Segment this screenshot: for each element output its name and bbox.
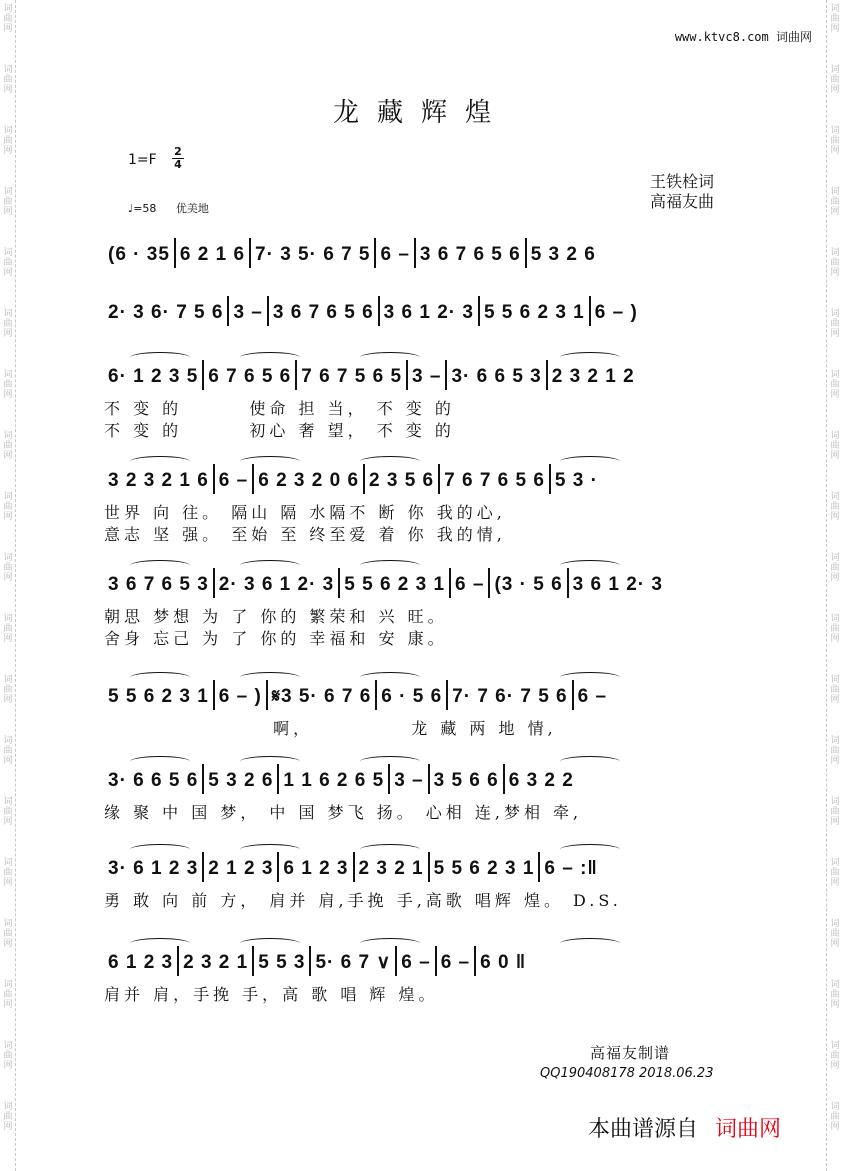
slur-mark bbox=[360, 938, 420, 949]
watermark-text: 词 曲 网 bbox=[830, 797, 840, 827]
measure: 6 7 6 5 6 bbox=[208, 366, 292, 388]
time-bottom: 4 bbox=[174, 158, 182, 171]
measure: (3 · 5 6 bbox=[494, 574, 563, 596]
watermark-text: 词 曲 网 bbox=[830, 1102, 840, 1132]
bar-line bbox=[353, 852, 355, 882]
watermark-text: 词 曲 网 bbox=[830, 919, 840, 949]
watermark-text: 词 曲 网 bbox=[3, 187, 13, 217]
watermark-text: 词 曲 网 bbox=[3, 4, 13, 34]
song-title: 龙藏辉煌 bbox=[332, 98, 509, 128]
slur-mark bbox=[240, 560, 300, 571]
bar-line bbox=[252, 946, 254, 976]
measure: 3· 6 6 5 3 bbox=[451, 366, 542, 388]
slur-mark bbox=[560, 560, 620, 571]
measure: 2 1 2 3 bbox=[208, 858, 274, 880]
measure: 5 5 6 2 3 1 bbox=[433, 858, 535, 880]
measure: 6 – bbox=[401, 952, 431, 974]
slur-mark bbox=[560, 938, 620, 949]
mood-marking: 优美地 bbox=[175, 202, 209, 215]
measure: 3· 6 1 2 3 bbox=[108, 858, 199, 880]
bar-line bbox=[549, 464, 551, 494]
watermark-text: 词 曲 网 bbox=[830, 1041, 840, 1071]
measure: 3 6 7 6 5 6 bbox=[419, 244, 521, 266]
credits bbox=[650, 172, 714, 212]
watermark-text: 词 曲 网 bbox=[830, 4, 840, 34]
bar-line bbox=[388, 764, 390, 794]
watermark-text: 词 曲 网 bbox=[830, 431, 840, 461]
notation-row bbox=[108, 464, 748, 494]
bar-line bbox=[525, 238, 527, 268]
composer-credit: 高福友曲 bbox=[650, 192, 715, 211]
measure: 6 1 2 3 bbox=[108, 952, 174, 974]
bar-line bbox=[177, 946, 179, 976]
notation-row bbox=[108, 946, 748, 976]
bar-line bbox=[202, 764, 204, 794]
measure: 2 3 5 6 bbox=[369, 470, 435, 492]
bar-line bbox=[213, 464, 215, 494]
measure: 6 – ) bbox=[218, 686, 262, 708]
bar-line bbox=[395, 946, 397, 976]
slur-mark bbox=[560, 352, 620, 363]
slur-mark bbox=[130, 672, 190, 683]
watermark-text: 词 曲 网 bbox=[830, 309, 840, 339]
bar-line bbox=[375, 680, 377, 710]
measure: 3 – bbox=[412, 366, 442, 388]
measure: 5 5 6 2 3 1 bbox=[483, 302, 585, 324]
measure: 5 5 6 2 3 1 bbox=[344, 574, 446, 596]
measure: 3 – bbox=[394, 770, 424, 792]
watermark-text: 词 曲 网 bbox=[3, 1041, 13, 1071]
lyric-line: 不 变 的 初心 奢 望， 不 变 的 bbox=[104, 421, 455, 440]
slur-mark bbox=[560, 672, 620, 683]
bar-line bbox=[266, 680, 268, 710]
watermark-text: 词 曲 网 bbox=[3, 248, 13, 278]
slur-mark bbox=[560, 756, 620, 767]
measure: 2 3 2 1 bbox=[358, 858, 424, 880]
site-url-text[interactable]: www.ktvc8.com bbox=[674, 30, 769, 44]
lyric-line: 世界 向 往。 隔山 隔 水隔不 断 你 我的心, bbox=[104, 503, 506, 522]
tempo-marking bbox=[128, 200, 209, 216]
bar-line bbox=[445, 360, 447, 390]
slur-mark bbox=[130, 560, 190, 571]
lyric-line: 朝思 梦想 为 了 你的 繁荣和 兴 旺。 bbox=[104, 607, 448, 626]
measure: 3 5 6 6 bbox=[433, 770, 499, 792]
measure: 1 1 6 2 6 5 bbox=[283, 770, 385, 792]
bar-line bbox=[435, 946, 437, 976]
measure: 6 2 1 6 bbox=[179, 244, 246, 266]
measure: 3 6 7 6 5 6 bbox=[272, 302, 374, 324]
measure: 5· 6 7 ∨ bbox=[315, 952, 392, 974]
bar-line bbox=[449, 568, 451, 598]
slur-mark bbox=[240, 672, 300, 683]
slur-mark bbox=[130, 456, 190, 467]
source-brand[interactable]: 词曲网 bbox=[715, 1117, 782, 1142]
bar-line bbox=[252, 464, 254, 494]
watermark-text: 词 曲 网 bbox=[3, 980, 13, 1010]
bar-line bbox=[174, 238, 176, 268]
lyric-line: 勇 敢 向 前 方， 肩并 肩,手挽 手,高歌 唱辉 煌。 D.S. bbox=[104, 891, 622, 910]
slur-mark bbox=[360, 560, 420, 571]
site-url[interactable] bbox=[675, 28, 812, 45]
measure: 3 2 3 2 1 6 bbox=[108, 470, 209, 492]
watermark-text: 词 曲 网 bbox=[830, 614, 840, 644]
bar-line bbox=[374, 238, 376, 268]
measure: 6 – bbox=[218, 470, 249, 492]
measure: 2 3 2 1 2 bbox=[551, 366, 635, 388]
measure: 6 – bbox=[455, 574, 485, 596]
watermark-text: 词 曲 网 bbox=[3, 65, 13, 95]
measure: 6 – bbox=[577, 686, 608, 708]
bar-line bbox=[202, 852, 204, 882]
bar-line bbox=[572, 680, 574, 710]
slur-mark bbox=[360, 352, 420, 363]
measure: 6 · 5 6 bbox=[381, 686, 443, 708]
measure: (6 · 35 bbox=[108, 244, 170, 266]
bar-line bbox=[406, 360, 408, 390]
slur-mark bbox=[240, 938, 300, 949]
measure: 2· 3 6· 7 5 6 bbox=[108, 302, 224, 324]
measure: 2 3 2 1 bbox=[183, 952, 249, 974]
bar-line bbox=[474, 946, 476, 976]
notation-row bbox=[108, 360, 748, 390]
bar-line bbox=[213, 680, 215, 710]
watermark-text: 词 曲 网 bbox=[3, 1102, 13, 1132]
measure: 6 – bbox=[440, 952, 471, 974]
lyricist-credit: 王铁栓词 bbox=[650, 172, 715, 191]
bar-line bbox=[267, 296, 269, 326]
time-signature bbox=[172, 146, 184, 171]
watermark-text: 词 曲 网 bbox=[830, 858, 840, 888]
bar-line bbox=[414, 238, 416, 268]
watermark-text: 词 曲 网 bbox=[830, 675, 840, 705]
watermark-text: 词 曲 网 bbox=[3, 309, 13, 339]
watermark-text: 词 曲 网 bbox=[3, 370, 13, 400]
measure: 6 3 2 2 bbox=[508, 770, 574, 792]
slur-mark bbox=[560, 456, 620, 467]
lyric-line: 肩并 肩，手挽 手，高 歌 唱 辉 煌。 bbox=[104, 985, 439, 1004]
bar-line bbox=[567, 568, 569, 598]
measure: 7· 7 6· 7 5 6 bbox=[452, 686, 568, 708]
site-name: 词曲网 bbox=[775, 30, 812, 44]
watermark-text: 词 曲 网 bbox=[3, 431, 13, 461]
notation-row bbox=[108, 296, 748, 326]
slur-mark bbox=[560, 844, 620, 855]
watermark-text: 词 曲 网 bbox=[3, 675, 13, 705]
notation-row bbox=[108, 568, 748, 598]
bar-line bbox=[478, 296, 480, 326]
watermark-text: 词 曲 网 bbox=[830, 736, 840, 766]
bar-line bbox=[589, 296, 591, 326]
bar-line bbox=[538, 852, 540, 882]
bar-line bbox=[202, 360, 204, 390]
slur-mark bbox=[130, 352, 190, 363]
bar-line bbox=[428, 852, 430, 882]
watermark-text: 词 曲 网 bbox=[3, 614, 13, 644]
bar-line bbox=[363, 464, 365, 494]
bar-line bbox=[428, 764, 430, 794]
bar-line bbox=[309, 946, 311, 976]
left-watermark-strip bbox=[0, 0, 16, 1171]
measure: 3 6 1 2· 3 bbox=[383, 302, 474, 324]
bar-line bbox=[378, 296, 380, 326]
watermark-text: 词 曲 网 bbox=[3, 919, 13, 949]
notation-row bbox=[108, 852, 748, 882]
measure: 3 – bbox=[233, 302, 263, 324]
bar-line bbox=[227, 296, 229, 326]
bar-line bbox=[338, 568, 340, 598]
watermark-text: 词 曲 网 bbox=[830, 187, 840, 217]
bar-line bbox=[277, 764, 279, 794]
notation-row bbox=[108, 238, 748, 268]
measure: 2· 3 6 1 2· 3 bbox=[218, 574, 335, 596]
measure: 7 6 7 5 6 5 bbox=[301, 366, 403, 388]
lyric-line: 意志 坚 强。 至始 至 终至爱 着 你 我的情, bbox=[104, 525, 506, 544]
bar-line bbox=[438, 464, 440, 494]
measure: 6 – :‖ bbox=[544, 858, 598, 880]
watermark-text: 词 曲 网 bbox=[3, 492, 13, 522]
measure: 5 3 2 6 bbox=[208, 770, 274, 792]
slur-mark bbox=[130, 938, 190, 949]
watermark-text: 词 曲 网 bbox=[830, 553, 840, 583]
bar-line bbox=[213, 568, 215, 598]
bar-line bbox=[503, 764, 505, 794]
measure: 5 3 2 6 bbox=[530, 244, 596, 266]
measure: 5 3 · bbox=[554, 470, 598, 492]
slur-mark bbox=[130, 844, 190, 855]
measure: 7· 3 5· 6 7 5 bbox=[255, 244, 371, 266]
measure: 6 – ) bbox=[594, 302, 638, 324]
watermark-text: 词 曲 网 bbox=[3, 126, 13, 156]
notation-row bbox=[108, 680, 748, 710]
bar-line bbox=[488, 568, 490, 598]
key-signature: 1=F bbox=[128, 152, 157, 168]
watermark-text: 词 曲 网 bbox=[830, 248, 840, 278]
watermark-text: 词 曲 网 bbox=[3, 736, 13, 766]
slur-mark bbox=[360, 844, 420, 855]
measure: 5 5 6 2 3 1 bbox=[108, 686, 209, 708]
slur-mark bbox=[360, 756, 420, 767]
watermark-text: 词 曲 网 bbox=[3, 797, 13, 827]
watermark-text: 词 曲 网 bbox=[830, 370, 840, 400]
slur-mark bbox=[130, 756, 190, 767]
lyric-line: 啊， 龙 藏 两 地 情, bbox=[104, 719, 557, 738]
slur-mark bbox=[240, 456, 300, 467]
slur-mark bbox=[240, 352, 300, 363]
bar-line bbox=[546, 360, 548, 390]
watermark-text: 词 曲 网 bbox=[830, 65, 840, 95]
slur-mark bbox=[240, 844, 300, 855]
time-top: 2 bbox=[172, 146, 184, 159]
measure: 6 0 ‖ bbox=[480, 952, 527, 974]
measure: 3 6 7 6 5 3 bbox=[108, 574, 209, 596]
watermark-text: 词 曲 网 bbox=[3, 553, 13, 583]
lyric-line: 缘 聚 中 国 梦， 中 国 梦飞 扬。 心相 连,梦相 牵, bbox=[104, 803, 583, 822]
measure: 6 2 3 2 0 6 bbox=[258, 470, 360, 492]
watermark-text: 词 曲 网 bbox=[3, 858, 13, 888]
right-watermark-strip bbox=[826, 0, 842, 1171]
measure: 6 – bbox=[380, 244, 410, 266]
bar-line bbox=[295, 360, 297, 390]
slur-mark bbox=[240, 756, 300, 767]
lyric-line: 舍身 忘己 为 了 你的 幸福和 安 康。 bbox=[104, 629, 448, 648]
contact-info: QQ190408178 2018.06.23 bbox=[540, 1066, 714, 1081]
arranger-credit: 高福友制谱 bbox=[590, 1044, 671, 1062]
source-line bbox=[588, 1112, 781, 1143]
measure: 6· 1 2 3 5 bbox=[108, 366, 199, 388]
bar-line bbox=[249, 238, 251, 268]
watermark-text: 词 曲 网 bbox=[830, 126, 840, 156]
measure: 3 6 1 2· 3 bbox=[572, 574, 663, 596]
watermark-text: 词 曲 网 bbox=[830, 492, 840, 522]
bar-line bbox=[277, 852, 279, 882]
notation-row bbox=[108, 764, 748, 794]
slur-mark bbox=[360, 456, 420, 467]
measure: 𝄋3 5· 6 7 6 bbox=[271, 686, 372, 708]
measure: 5 5 3 bbox=[258, 952, 306, 974]
source-label: 本曲谱源自 bbox=[588, 1117, 699, 1142]
measure: 7 6 7 6 5 6 bbox=[444, 470, 545, 492]
slur-mark bbox=[360, 672, 420, 683]
lyric-line: 不 变 的 使命 担 当， 不 变 的 bbox=[104, 399, 455, 418]
watermark-text: 词 曲 网 bbox=[830, 980, 840, 1010]
bar-line bbox=[446, 680, 448, 710]
measure: 3· 6 6 5 6 bbox=[108, 770, 199, 792]
tempo-value: ♩=58 bbox=[128, 202, 157, 215]
measure: 6 1 2 3 bbox=[283, 858, 349, 880]
